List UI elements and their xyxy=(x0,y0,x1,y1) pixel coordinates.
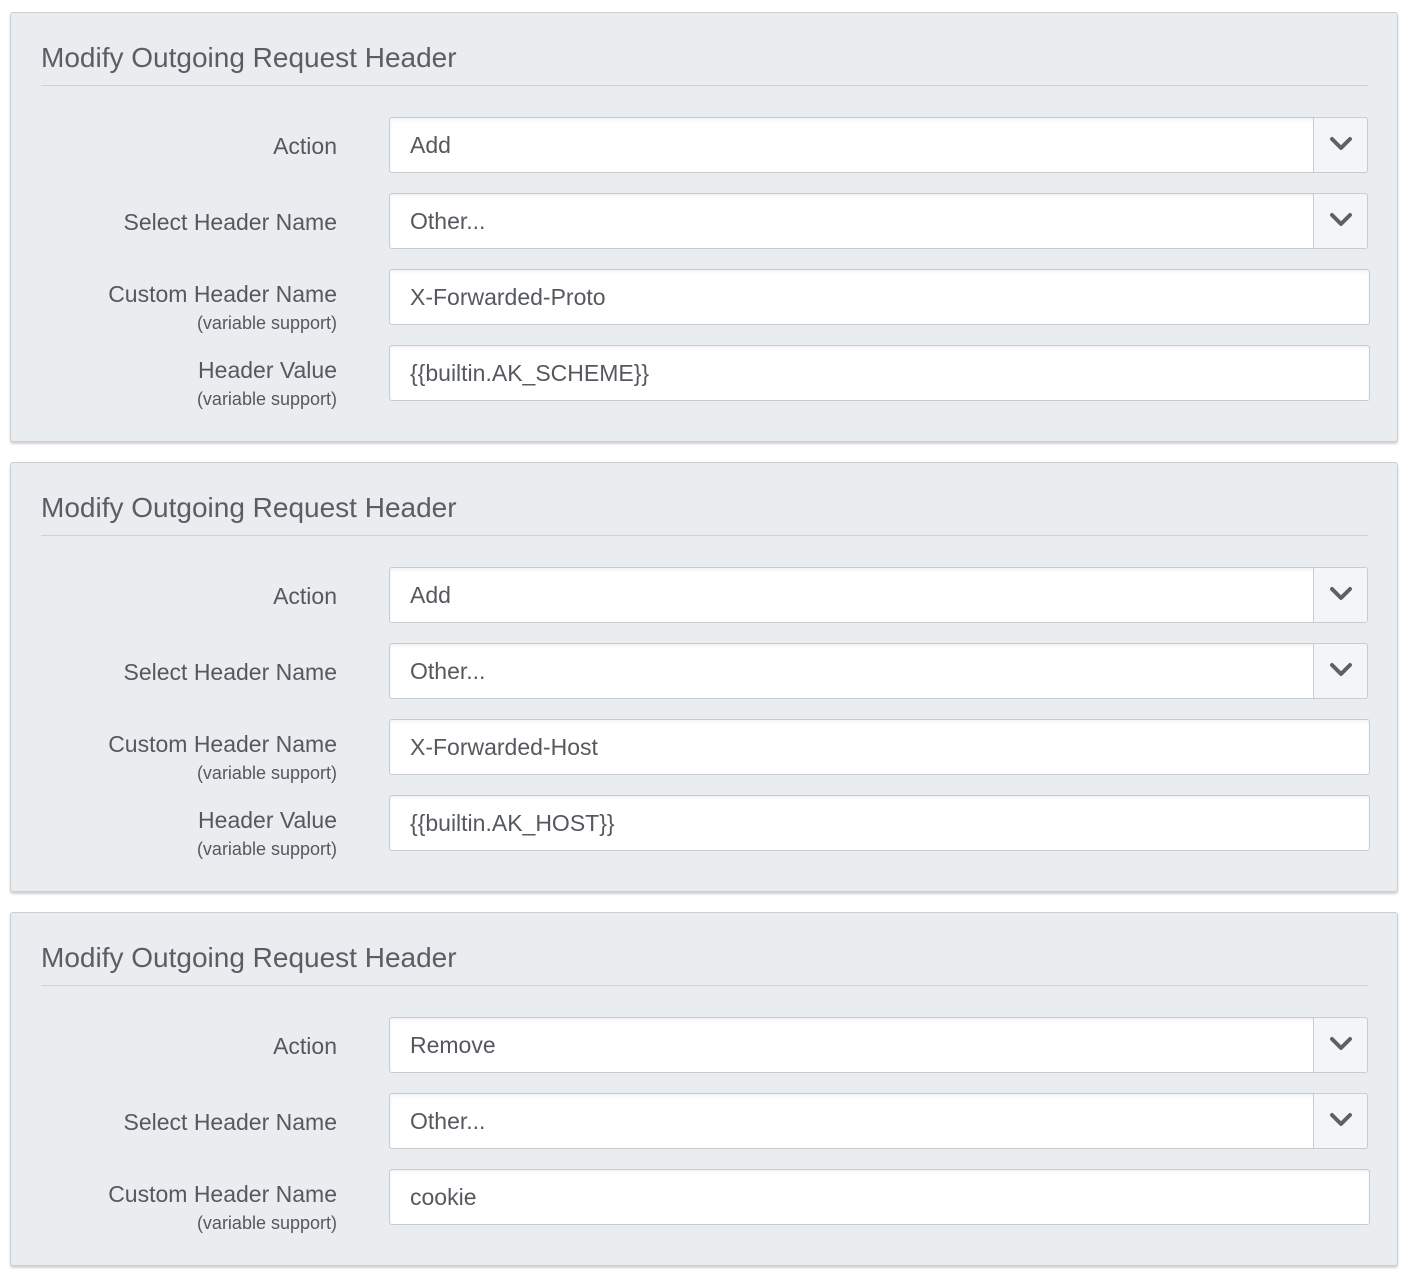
panel-divider xyxy=(41,85,1368,86)
custom-header-sublabel: (variable support) xyxy=(196,1213,337,1233)
header-value-row xyxy=(11,345,1397,409)
action-select-toggle[interactable] xyxy=(1313,118,1367,172)
action-select-value: Add xyxy=(410,132,451,158)
select-header-select[interactable] xyxy=(389,1093,1368,1149)
action-select-toggle[interactable] xyxy=(1313,568,1367,622)
action-label: Action xyxy=(273,1033,337,1059)
panel-title: Modify Outgoing Request Header xyxy=(41,42,457,73)
panel-divider xyxy=(41,535,1368,536)
select-header-label: Select Header Name xyxy=(123,659,337,685)
action-select[interactable] xyxy=(389,1017,1368,1073)
chevron-down-icon xyxy=(1329,1035,1353,1053)
header-value-sublabel: (variable support) xyxy=(196,389,337,409)
header-rule-panel-2 xyxy=(10,462,1398,892)
select-header-value: Other... xyxy=(410,1108,486,1134)
custom-header-row xyxy=(11,269,1397,333)
custom-header-sublabel: (variable support) xyxy=(196,313,337,333)
select-header-value: Other... xyxy=(410,208,486,234)
panel-title: Modify Outgoing Request Header xyxy=(41,942,457,973)
select-header-select[interactable] xyxy=(389,643,1368,699)
custom-header-row xyxy=(11,719,1397,783)
header-rule-panel-3 xyxy=(10,912,1398,1266)
action-select-value: Add xyxy=(410,582,451,608)
custom-header-input[interactable] xyxy=(389,1169,1370,1225)
header-value-input-value: {{builtin.AK_HOST}} xyxy=(410,810,615,836)
select-header-select[interactable] xyxy=(389,193,1368,249)
action-row xyxy=(11,567,1397,623)
custom-header-label: Custom Header Name xyxy=(108,731,337,757)
select-header-row xyxy=(11,193,1397,249)
custom-header-label: Custom Header Name xyxy=(108,1181,337,1207)
header-value-label: Header Value xyxy=(198,807,337,833)
custom-header-input-value: cookie xyxy=(410,1184,477,1210)
chevron-down-icon xyxy=(1329,135,1353,153)
chevron-down-icon xyxy=(1329,1111,1353,1129)
custom-header-input-value: X-Forwarded-Host xyxy=(410,734,598,760)
action-select[interactable] xyxy=(389,567,1368,623)
custom-header-input[interactable] xyxy=(389,719,1370,775)
select-header-row xyxy=(11,1093,1397,1149)
select-header-toggle[interactable] xyxy=(1313,194,1367,248)
custom-header-input[interactable] xyxy=(389,269,1370,325)
header-value-input[interactable] xyxy=(389,345,1370,401)
header-value-row xyxy=(11,795,1397,859)
header-rule-panel-1 xyxy=(10,12,1398,442)
chevron-down-icon xyxy=(1329,585,1353,603)
select-header-value: Other... xyxy=(410,658,486,684)
action-label: Action xyxy=(273,583,337,609)
select-header-toggle[interactable] xyxy=(1313,644,1367,698)
header-value-input-value: {{builtin.AK_SCHEME}} xyxy=(410,360,650,386)
chevron-down-icon xyxy=(1329,661,1353,679)
select-header-row xyxy=(11,643,1397,699)
action-select[interactable] xyxy=(389,117,1368,173)
action-row xyxy=(11,117,1397,173)
header-value-label: Header Value xyxy=(198,357,337,383)
custom-header-row xyxy=(11,1169,1397,1233)
select-header-label: Select Header Name xyxy=(123,209,337,235)
panel-divider xyxy=(41,985,1368,986)
select-header-label: Select Header Name xyxy=(123,1109,337,1135)
action-select-value: Remove xyxy=(410,1032,496,1058)
action-select-toggle[interactable] xyxy=(1313,1018,1367,1072)
action-label: Action xyxy=(273,133,337,159)
chevron-down-icon xyxy=(1329,211,1353,229)
select-header-toggle[interactable] xyxy=(1313,1094,1367,1148)
header-value-input[interactable] xyxy=(389,795,1370,851)
custom-header-input-value: X-Forwarded-Proto xyxy=(410,284,606,310)
header-value-sublabel: (variable support) xyxy=(196,839,337,859)
panel-title: Modify Outgoing Request Header xyxy=(41,492,457,523)
custom-header-label: Custom Header Name xyxy=(108,281,337,307)
custom-header-sublabel: (variable support) xyxy=(196,763,337,783)
action-row xyxy=(11,1017,1397,1073)
